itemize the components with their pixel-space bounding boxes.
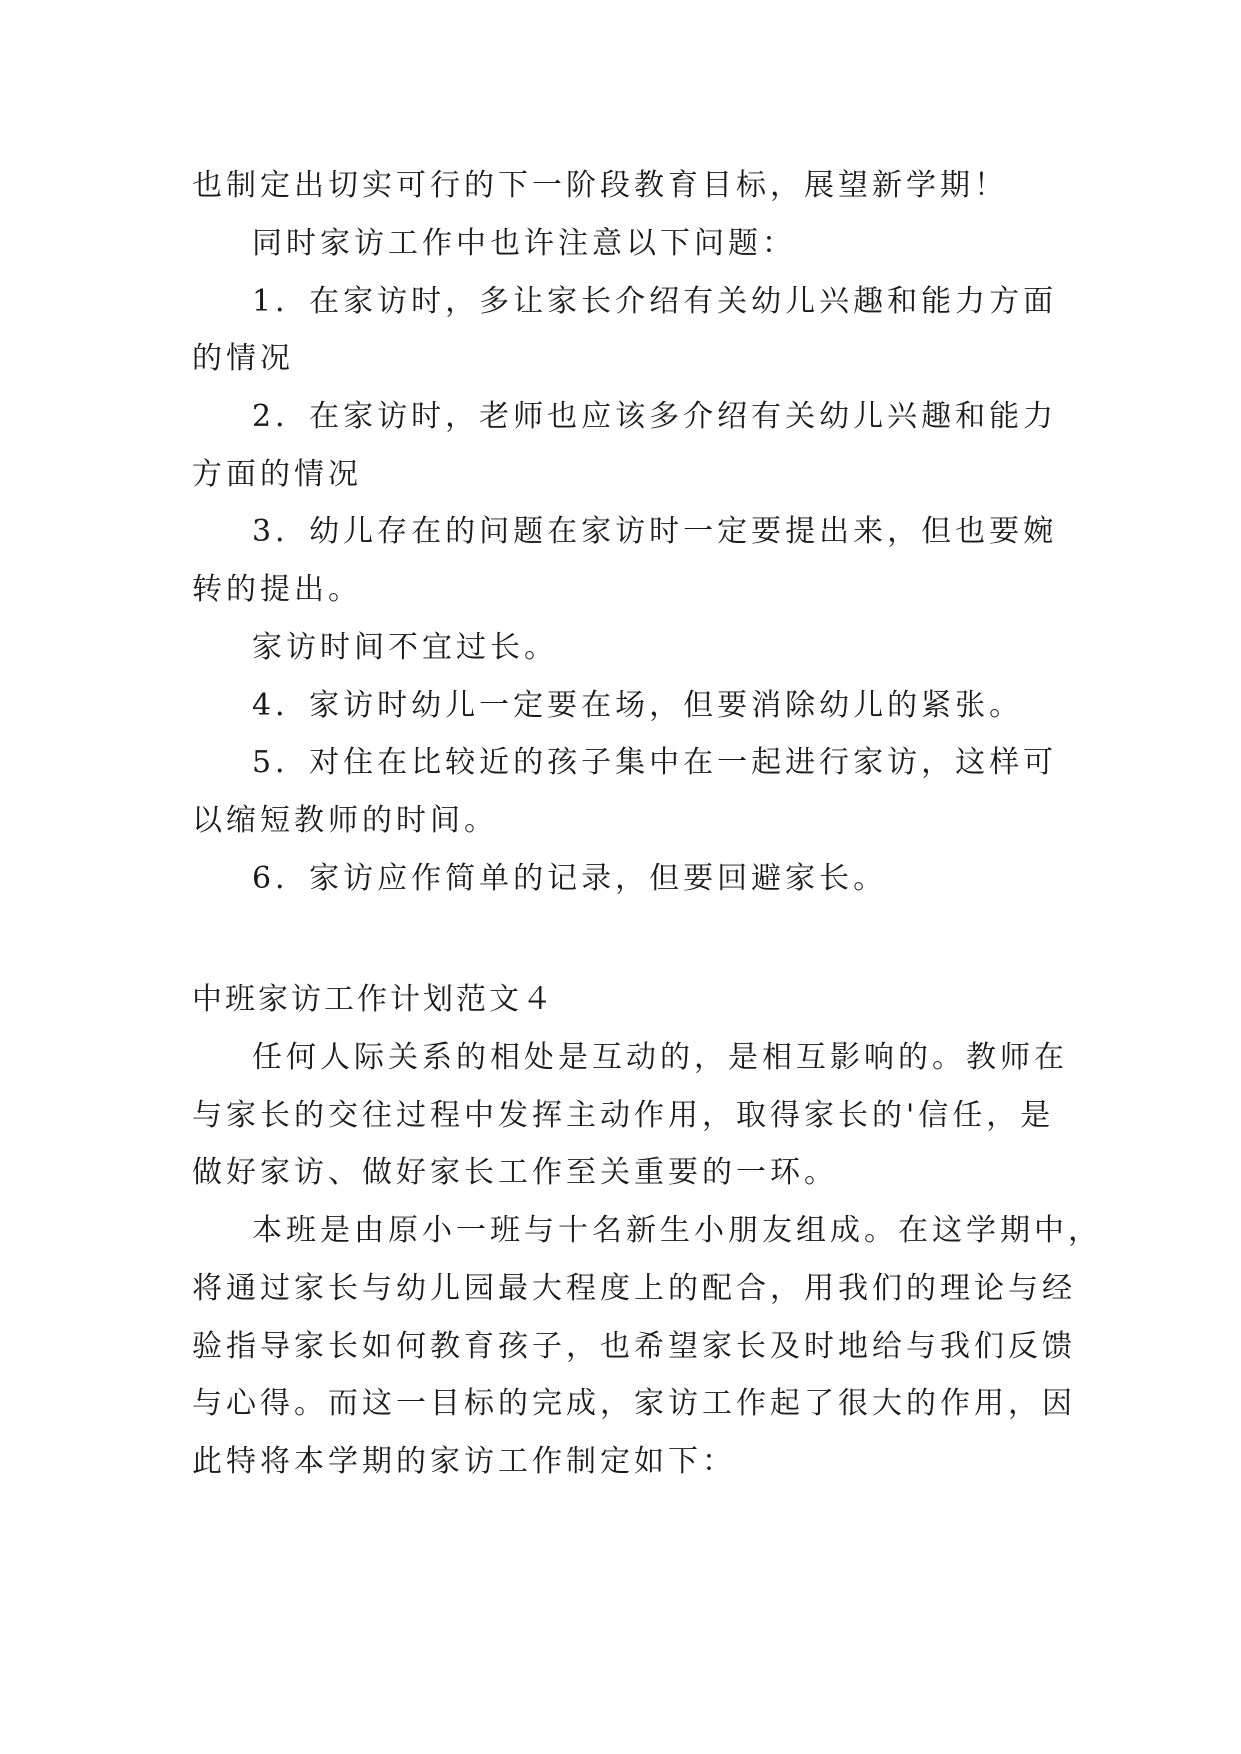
list-item-3-cont: 转的提出。 [192, 572, 362, 607]
list-item-1: 1．在家访时，多让家长介绍有关幼儿兴趣和能力方面 [252, 284, 1058, 319]
list-item-2: 2．在家访时，老师也应该多介绍有关幼儿兴趣和能力 [252, 399, 1058, 434]
list-item-5-cont: 以缩短教师的时间。 [192, 803, 498, 838]
paragraph-line: 验指导家长如何教育孩子，也希望家长及时地给与我们反馈 [192, 1329, 1076, 1364]
list-item-5: 5．对住在比较近的孩子集中在一起进行家访，这样可 [252, 745, 1058, 780]
paragraph-line: 将通过家长与幼儿园最大程度上的配合，用我们的理论与经 [192, 1271, 1076, 1306]
list-item-4: 4．家访时幼儿一定要在场，但要消除幼儿的紧张。 [252, 688, 1024, 723]
paragraph-line: 任何人际关系的相处是互动的，是相互影响的。教师在 [252, 1040, 1068, 1075]
list-item-6: 6．家访应作简单的记录，但要回避家长。 [252, 861, 888, 896]
paragraph-line: 同时家访工作中也许注意以下问题： [252, 226, 796, 261]
paragraph-line: 本班是由原小一班与十名新生小朋友组成。在这学期中， [252, 1213, 1102, 1248]
list-item-3: 3．幼儿存在的问题在家访时一定要提出来，但也要婉 [252, 514, 1058, 549]
paragraph-line: 此特将本学期的家访工作制定如下： [192, 1444, 736, 1479]
section-heading: 中班家访工作计划范文４ [192, 982, 555, 1017]
paragraph-line: 也制定出切实可行的下一阶段教育目标，展望新学期！ [192, 168, 1008, 203]
paragraph-line: 与家长的交往过程中发挥主动作用，取得家长的'信任，是 [192, 1098, 1055, 1133]
paragraph-line: 家访时间不宜过长。 [252, 630, 558, 665]
paragraph-line: 与心得。而这一目标的完成，家访工作起了很大的作用，因 [192, 1386, 1076, 1421]
list-item-2-cont: 方面的情况 [192, 457, 362, 492]
list-item-1-cont: 的情况 [192, 341, 294, 376]
paragraph-line: 做好家访、做好家长工作至关重要的一环。 [192, 1155, 838, 1190]
